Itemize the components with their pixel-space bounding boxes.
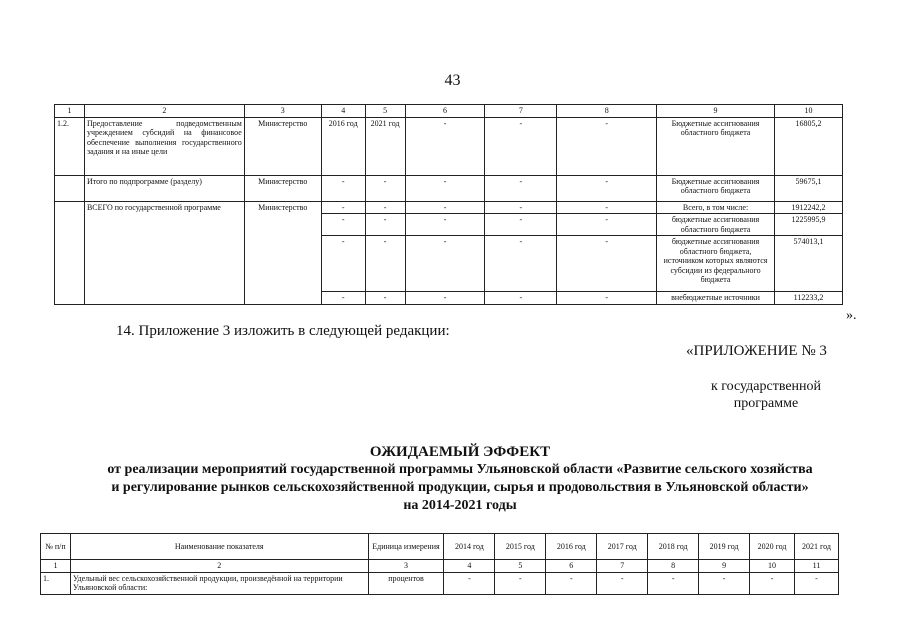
cell: - [485,214,557,236]
col-number: 10 [750,560,795,573]
col-header: Единица измерения [368,534,444,560]
table-row [55,201,843,214]
funding-amount: 59675,1 [774,175,842,201]
col-header: № п/п [41,534,71,560]
cell: - [365,175,405,201]
heading-title: ОЖИДАЕМЫЙ ЭФФЕКТ [369,444,551,460]
start-year: 2016 год [321,117,365,175]
col-header: 3 [244,105,321,118]
col-header: 2018 год [648,534,699,560]
table-header-row [41,534,839,560]
cell: - [321,175,365,201]
col-header: 2015 год [495,534,546,560]
cell: - [321,292,365,305]
col-number: 9 [699,560,750,573]
value-cell: - [648,572,699,594]
measure-name: ВСЕГО по государственной программе [84,201,244,304]
cell: - [321,236,365,292]
funding-amount: 574013,1 [774,236,842,292]
funding-amount: 112233,2 [774,292,842,305]
cell: - [557,292,657,305]
heading-line: и регулирование рынков сельскохозяйственной продукции, сырья и продовольствия в Ульяновской области» [111,480,809,495]
end-year: 2021 год [365,117,405,175]
col-header: 10 [774,105,842,118]
table-row [55,175,843,201]
cell: - [485,236,557,292]
col-number: 3 [368,560,444,573]
funding-source: внебюджетные источники [657,292,775,305]
cell: - [365,292,405,305]
col-header: 2019 год [699,534,750,560]
value-cell: - [546,572,597,594]
cell: - [321,214,365,236]
funding-amount: 1225995,9 [774,214,842,236]
cell: - [485,175,557,201]
measure-name: Предоставление подведомственным учреждением субсидий на финансовое обеспечение выполнения государственного задания и на иные цели [84,117,244,175]
funding-source: бюджетные ассигнования областного бюджета [657,214,775,236]
table-row [41,572,839,594]
unit: процентов [368,572,444,594]
col-header: 2020 год [750,534,795,560]
funding-source: Всего, в том числе: [657,201,775,214]
col-header: 2016 год [546,534,597,560]
col-number: 7 [597,560,648,573]
funding-amount: 16805,2 [774,117,842,175]
cell: - [405,292,485,305]
col-header: 6 [405,105,485,118]
cell: - [557,175,657,201]
amendment-paragraph: 14. Приложение 3 изложить в следующей редакции: [116,323,450,339]
col-header: 9 [657,105,775,118]
measure-name: Итого по подпрограмме (разделу) [84,175,244,201]
col-header: 2017 год [597,534,648,560]
col-header: 2021 год [795,534,839,560]
appendix-subtitle: к государственной программе [710,379,822,411]
cell: - [365,236,405,292]
funding-source: Бюджетные ассигнования областного бюджета [657,175,775,201]
row-number [55,175,85,201]
document-heading [40,443,880,515]
appendix-title: «ПРИЛОЖЕНИЕ № 3 [686,343,827,359]
value-cell: - [750,572,795,594]
cell: - [405,201,485,214]
cell: - [485,117,557,175]
row-number: 1.2. [55,117,85,175]
col-header: 1 [55,105,85,118]
row-number [55,201,85,304]
row-number: 1. [41,572,71,594]
cell: - [405,236,485,292]
col-number: 2 [70,560,368,573]
col-number: 11 [795,560,839,573]
cell: - [405,214,485,236]
col-header: 2014 год [444,534,495,560]
heading-line: на 2014-2021 годы [403,498,517,513]
funding-source: бюджетные ассигнования областного бюджета, источником которых являются субсидии из федерального бюджета [657,236,775,292]
cell: - [405,175,485,201]
table-number-row [41,560,839,573]
cell: - [365,201,405,214]
indicator-name: Удельный вес сельскохозяйственной продукции, произведённой на территории Ульяновской области: [70,572,368,594]
heading-line: от реализации мероприятий государственной программы Ульяновской области «Развитие сельского хозяйства [107,462,813,477]
col-header: 8 [557,105,657,118]
table-header-row [55,105,843,118]
cell: - [557,236,657,292]
value-cell: - [795,572,839,594]
cell: - [557,201,657,214]
value-cell: - [444,572,495,594]
col-header: 7 [485,105,557,118]
col-number: 5 [495,560,546,573]
executor: Министерство [244,117,321,175]
program-funding-table [54,104,843,305]
funding-amount: 1912242,2 [774,201,842,214]
value-cell: - [495,572,546,594]
cell: - [485,292,557,305]
cell: - [321,201,365,214]
cell: - [557,214,657,236]
page-number: 43 [444,72,461,89]
col-header: 2 [84,105,244,118]
col-number: 1 [41,560,71,573]
col-header: 5 [365,105,405,118]
value-cell: - [597,572,648,594]
cell: - [485,201,557,214]
executor: Министерство [244,175,321,201]
cell: - [365,214,405,236]
funding-source: Бюджетные ассигнования областного бюджета [657,117,775,175]
cell: - [405,117,485,175]
col-number: 4 [444,560,495,573]
cell: - [557,117,657,175]
closing-quote: ». [846,308,857,323]
col-header: Наименование показателя [70,534,368,560]
value-cell: - [699,572,750,594]
col-number: 6 [546,560,597,573]
col-number: 8 [648,560,699,573]
col-header: 4 [321,105,365,118]
executor: Министерство [244,201,321,304]
table-row [55,117,843,175]
expected-effect-table [40,533,839,595]
